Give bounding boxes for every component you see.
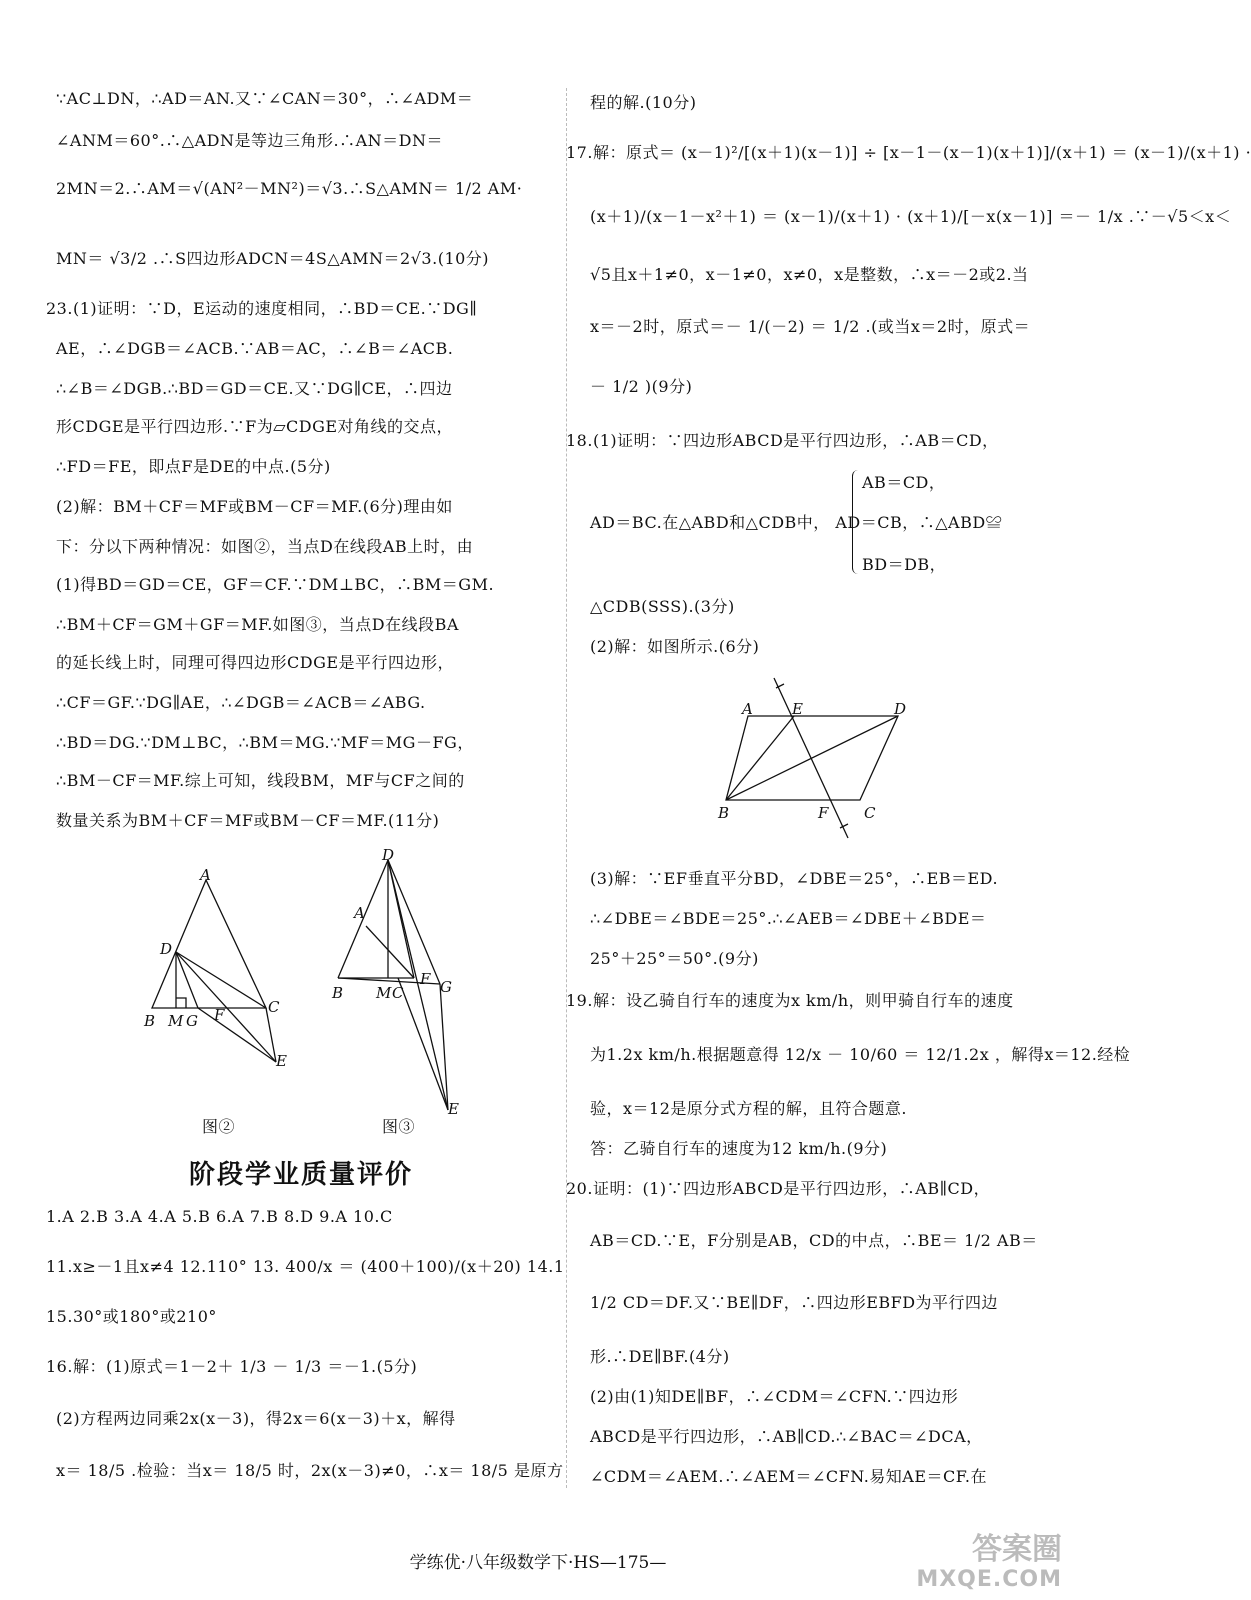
- text-line: 形.∴DE∥BF.(4分): [590, 1347, 730, 1366]
- text-line: 的延长线上时，同理可得四边形CDGE是平行四边形，: [56, 653, 455, 672]
- text-line: (x＋1)/(x－1－x²＋1) ＝ (x－1)/(x＋1) · (x＋1)/[－x(x－1)] ＝－ 1/x .∵－√5＜x＜: [590, 207, 1232, 226]
- text-line: 数量关系为BM＋CF＝MF或BM－CF＝MF.(11分): [56, 811, 440, 830]
- label-a: A: [354, 904, 365, 922]
- watermark-url: MXQE.COM: [916, 1567, 1062, 1592]
- text-line: BD＝DB，: [862, 555, 947, 574]
- text-line: ∴∠DBE＝∠BDE＝25°.∴∠AEB＝∠DBE＋∠BDE＝: [590, 909, 987, 928]
- figure-2-caption: 图②: [202, 1117, 236, 1136]
- answer-line: 16.解：(1)原式＝1－2＋ 1/3 － 1/3 ＝－1.(5分): [46, 1357, 418, 1376]
- text-line: 1/2 CD＝DF.又∵BE∥DF，∴四边形EBFD为平行四边: [590, 1293, 999, 1312]
- label-c: C: [392, 984, 404, 1002]
- text-line: 形CDGE是平行四边形.∵F为▱CDGE对角线的交点，: [56, 417, 454, 436]
- segment-ce: [266, 1008, 276, 1062]
- label-a: A: [742, 700, 753, 718]
- text-line: 为1.2x km/h.根据题意得 12/x － 10/60 ＝ 12/1.2x ，解得x＝12.经检: [590, 1045, 1131, 1064]
- text-line: (2)解：如图所示.(6分): [590, 637, 760, 656]
- text-line: AB＝CD，: [862, 473, 946, 492]
- segment-de: [176, 952, 276, 1062]
- text-line: 23.(1)证明：∵D，E运动的速度相同，∴BD＝CE.∵DG∥: [46, 299, 478, 318]
- text-line: 18.(1)证明：∵四边形ABCD是平行四边形，∴AB＝CD，: [566, 431, 999, 450]
- figure-parallelogram: [714, 670, 914, 842]
- text-line: AD＝BC.在△ABD和△CDB中， AD＝CB，∴△ABD≌: [590, 513, 1003, 532]
- watermark: [916, 1533, 1062, 1592]
- text-line: AE，∴∠DGB＝∠ACB.∵AB＝AC，∴∠B＝∠ACB.: [56, 339, 454, 358]
- label-g: G: [440, 978, 452, 996]
- label-e: E: [276, 1052, 287, 1070]
- segment-ac: [366, 926, 414, 978]
- text-line: (1)得BD＝GD＝CE，GF＝CF.∵DM⊥BC，∴BM＝GM.: [56, 575, 495, 594]
- text-line: ∴BD＝DG.∵DM⊥BC，∴BM＝MG.∵MF＝MG－FG，: [56, 733, 474, 752]
- text-line: 2MN＝2.∴AM＝√(AN²－MN²)＝√3.∴S△AMN＝ 1/2 AM·: [56, 179, 523, 198]
- label-m: M: [168, 1012, 184, 1030]
- segment-dg: [388, 860, 440, 984]
- text-line: ∴BM＋CF＝GM＋GF＝MF.如图③，当点D在线段BA: [56, 615, 459, 634]
- label-a: A: [200, 866, 211, 884]
- system-brace: [852, 470, 861, 574]
- label-e: E: [792, 700, 803, 718]
- answer-line: 15.30°或180°或210°: [46, 1307, 217, 1326]
- text-line: ∠CDM＝∠AEM.∴∠AEM＝∠CFN.易知AE＝CF.在: [590, 1467, 987, 1486]
- section-title: 阶段学业质量评价: [188, 1160, 413, 1190]
- text-line: 20.证明：(1)∵四边形ABCD是平行四边形，∴AB∥CD，: [566, 1179, 991, 1198]
- answer-line: 1.A 2.B 3.A 4.A 5.B 6.A 7.B 8.D 9.A 10.C: [46, 1207, 393, 1226]
- label-d: D: [160, 940, 173, 958]
- label-m: M: [376, 984, 392, 1002]
- text-line: 19.解：设乙骑自行车的速度为x km/h，则甲骑自行车的速度: [566, 991, 1014, 1010]
- segment-dc: [388, 860, 414, 978]
- text-line: 程的解.(10分): [590, 93, 697, 112]
- text-line: － 1/2 )(9分): [590, 377, 693, 396]
- text-line: (2)由(1)知DE∥BF，∴∠CDM＝∠CFN.∵四边形: [590, 1387, 959, 1406]
- label-c: C: [864, 804, 876, 822]
- label-d: D: [382, 846, 395, 864]
- text-line: AB＝CD.∵E，F分别是AB，CD的中点，∴BE＝ 1/2 AB＝: [590, 1231, 1038, 1250]
- text-line: ∴FD＝FE，即点F是DE的中点.(5分): [56, 457, 331, 476]
- label-b: B: [332, 984, 344, 1002]
- label-f: F: [818, 804, 829, 822]
- figure-3: [332, 846, 492, 1118]
- label-c: C: [268, 998, 280, 1016]
- answer-line: x＝ 18/5 .检验：当x＝ 18/5 时，2x(x－3)≠0，∴x＝ 18/5 是原方: [56, 1461, 564, 1480]
- perpendicular-bisector-ef: [774, 678, 848, 838]
- watermark-title: 答案圈: [972, 1532, 1062, 1567]
- figure-3-caption: 图③: [382, 1117, 416, 1136]
- text-line: 17.解：原式＝ (x－1)²/[(x＋1)(x－1)] ÷ [x－1－(x－1)(x＋1)]/(x＋1) ＝ (x－1)/(x＋1) ·: [566, 143, 1251, 162]
- text-line: √5且x＋1≠0，x－1≠0，x≠0，x是整数，∴x＝－2或2.当: [590, 265, 1029, 284]
- label-f: F: [214, 1006, 225, 1024]
- text-line: ∴∠B＝∠DGB.∴BD＝GD＝CE.又∵DG∥CE，∴四边: [56, 379, 453, 398]
- text-line: 答：乙骑自行车的速度为12 km/h.(9分): [590, 1139, 888, 1158]
- figure-2: [142, 860, 302, 1080]
- column-divider: [566, 88, 567, 1488]
- label-d: D: [894, 700, 907, 718]
- text-line: ABCD是平行四边形，∴AB∥CD.∴∠BAC＝∠DCA，: [590, 1427, 983, 1446]
- text-line: (3)解：∵EF垂直平分BD，∠DBE＝25°，∴EB＝ED.: [590, 869, 999, 888]
- answer-line: 11.x≥－1且x≠4 12.110° 13. 400/x ＝ (400＋100)/(x＋20) 14.1: [46, 1257, 565, 1276]
- text-line: △CDB(SSS).(3分): [590, 597, 735, 616]
- text-line: ∴BM－CF＝MF.综上可知，线段BM，MF与CF之间的: [56, 771, 465, 790]
- label-f: F: [420, 970, 431, 988]
- label-g: G: [186, 1012, 198, 1030]
- text-line: 下：分以下两种情况：如图②，当点D在线段AB上时，由: [56, 537, 474, 556]
- segment-dg: [176, 952, 198, 1008]
- page-footer: 学练优·八年级数学下·HS—175—: [409, 1553, 667, 1573]
- right-angle-mark: [176, 998, 186, 1008]
- diagonal-bd: [726, 716, 898, 800]
- text-line: 验，x＝12是原分式方程的解，且符合题意.: [590, 1099, 907, 1118]
- label-b: B: [144, 1012, 156, 1030]
- text-line: x＝－2时，原式＝－ 1/(－2) ＝ 1/2 .(或当x＝2时，原式＝: [590, 317, 1031, 336]
- label-e: E: [448, 1100, 459, 1118]
- text-line: MN＝ √3/2 .∴S四边形ADCN＝4S△AMN＝2√3.(10分): [56, 249, 490, 268]
- text-line: ∠ANM＝60°.∴△ADN是等边三角形.∴AN＝DN＝: [56, 131, 443, 150]
- text-line: 25°＋25°＝50°.(9分): [590, 949, 759, 968]
- text-line: (2)解：BM＋CF＝MF或BM－CF＝MF.(6分)理由如: [56, 497, 453, 516]
- label-b: B: [718, 804, 730, 822]
- segment-ge: [198, 1008, 276, 1062]
- answer-line: (2)方程两边同乘2x(x－3)，得2x＝6(x－3)＋x，解得: [56, 1409, 456, 1428]
- text-line: ∵AC⊥DN，∴AD＝AN.又∵∠CAN＝30°，∴∠ADM＝: [56, 89, 474, 108]
- segment-be: [726, 716, 794, 800]
- text-line: ∴CF＝GF.∵DG∥AE，∴∠DGB＝∠ACB＝∠ABG.: [56, 693, 426, 712]
